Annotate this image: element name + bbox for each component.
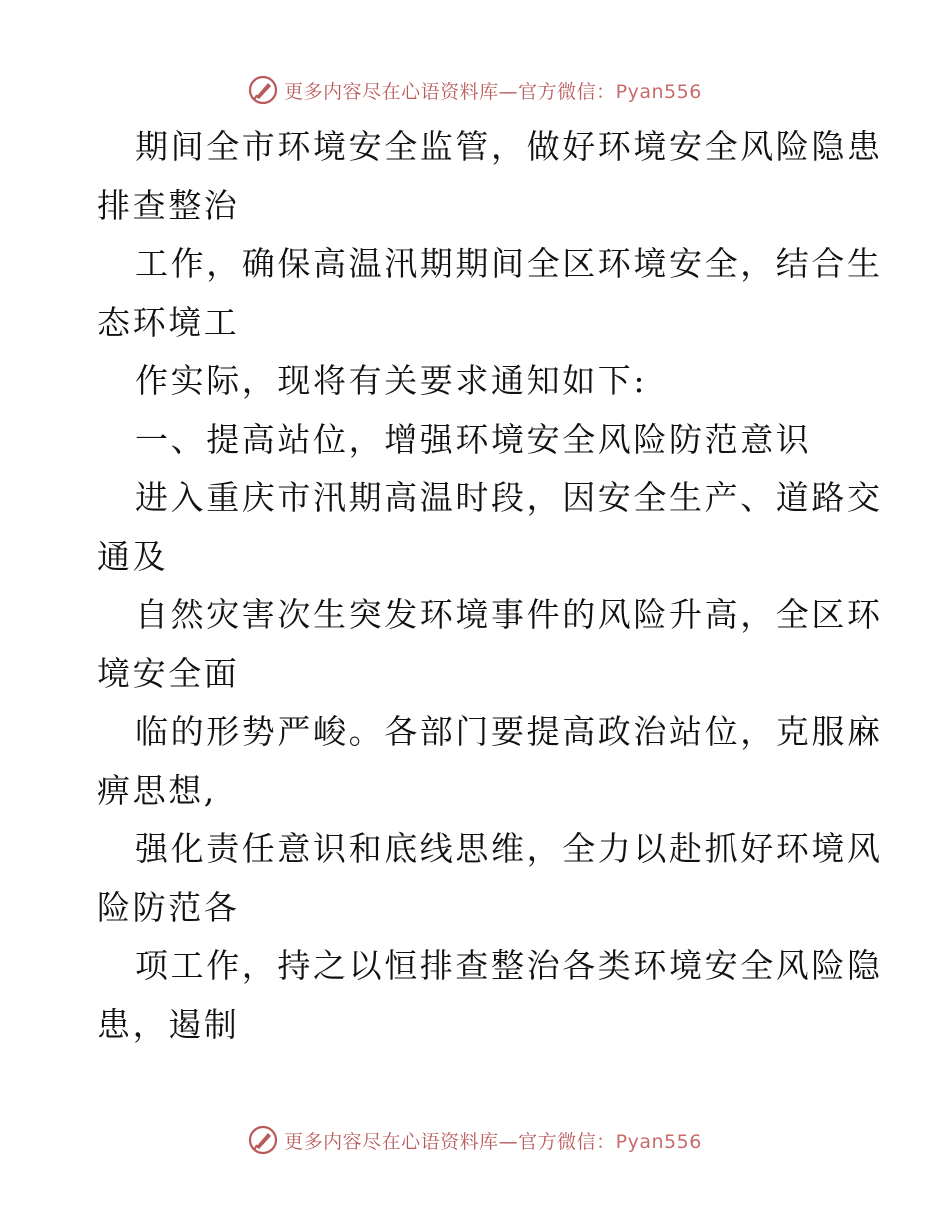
footer-banner-text xyxy=(284,1127,702,1154)
header-banner-text xyxy=(284,77,702,104)
text-line: 通及 xyxy=(97,536,169,576)
footer-banner-handle: Pyan556 xyxy=(615,1130,702,1153)
text-line: 境安全面 xyxy=(97,653,240,693)
text-line: 进入重庆市汛期高温时段，因安全生产、道路交 xyxy=(135,478,883,517)
text-line: 痹思想, xyxy=(97,770,217,810)
text-line: 期间全市环境安全监管，做好环境安全风险隐患 xyxy=(135,127,883,166)
text-line: 患，遏制 xyxy=(97,1004,240,1044)
text-line: 排查整治 xyxy=(97,185,240,225)
header-banner-label: 更多内容尽在心语资料库—官方微信： xyxy=(284,80,616,103)
quill-logo-icon xyxy=(248,1125,278,1155)
text-line: 险防范各 xyxy=(97,887,240,927)
text-line: 强化责任意识和底线思维，全力以赴抓好环境风 xyxy=(135,829,883,868)
document-body xyxy=(97,118,883,1054)
header-banner-handle: Pyan556 xyxy=(615,80,702,103)
footer-banner xyxy=(0,1120,950,1160)
text-line: 作实际，现将有关要求通知如下: xyxy=(135,361,648,400)
quill-logo-icon xyxy=(248,75,278,105)
footer-banner-label: 更多内容尽在心语资料库—官方微信： xyxy=(284,1130,616,1153)
section-heading: 一、提高站位，增强环境安全风险防范意识 xyxy=(135,419,812,459)
text-line: 临的形势严峻。各部门要提高政治站位，克服麻 xyxy=(135,712,883,751)
text-line: 态环境工 xyxy=(97,302,240,342)
text-line: 项工作，持之以恒排查整治各类环境安全风险隐 xyxy=(135,946,883,985)
text-line: 工作，确保高温汛期期间全区环境安全，结合生 xyxy=(135,244,883,283)
text-line: 自然灾害次生突发环境事件的风险升高，全区环 xyxy=(135,595,883,634)
header-banner xyxy=(0,70,950,110)
